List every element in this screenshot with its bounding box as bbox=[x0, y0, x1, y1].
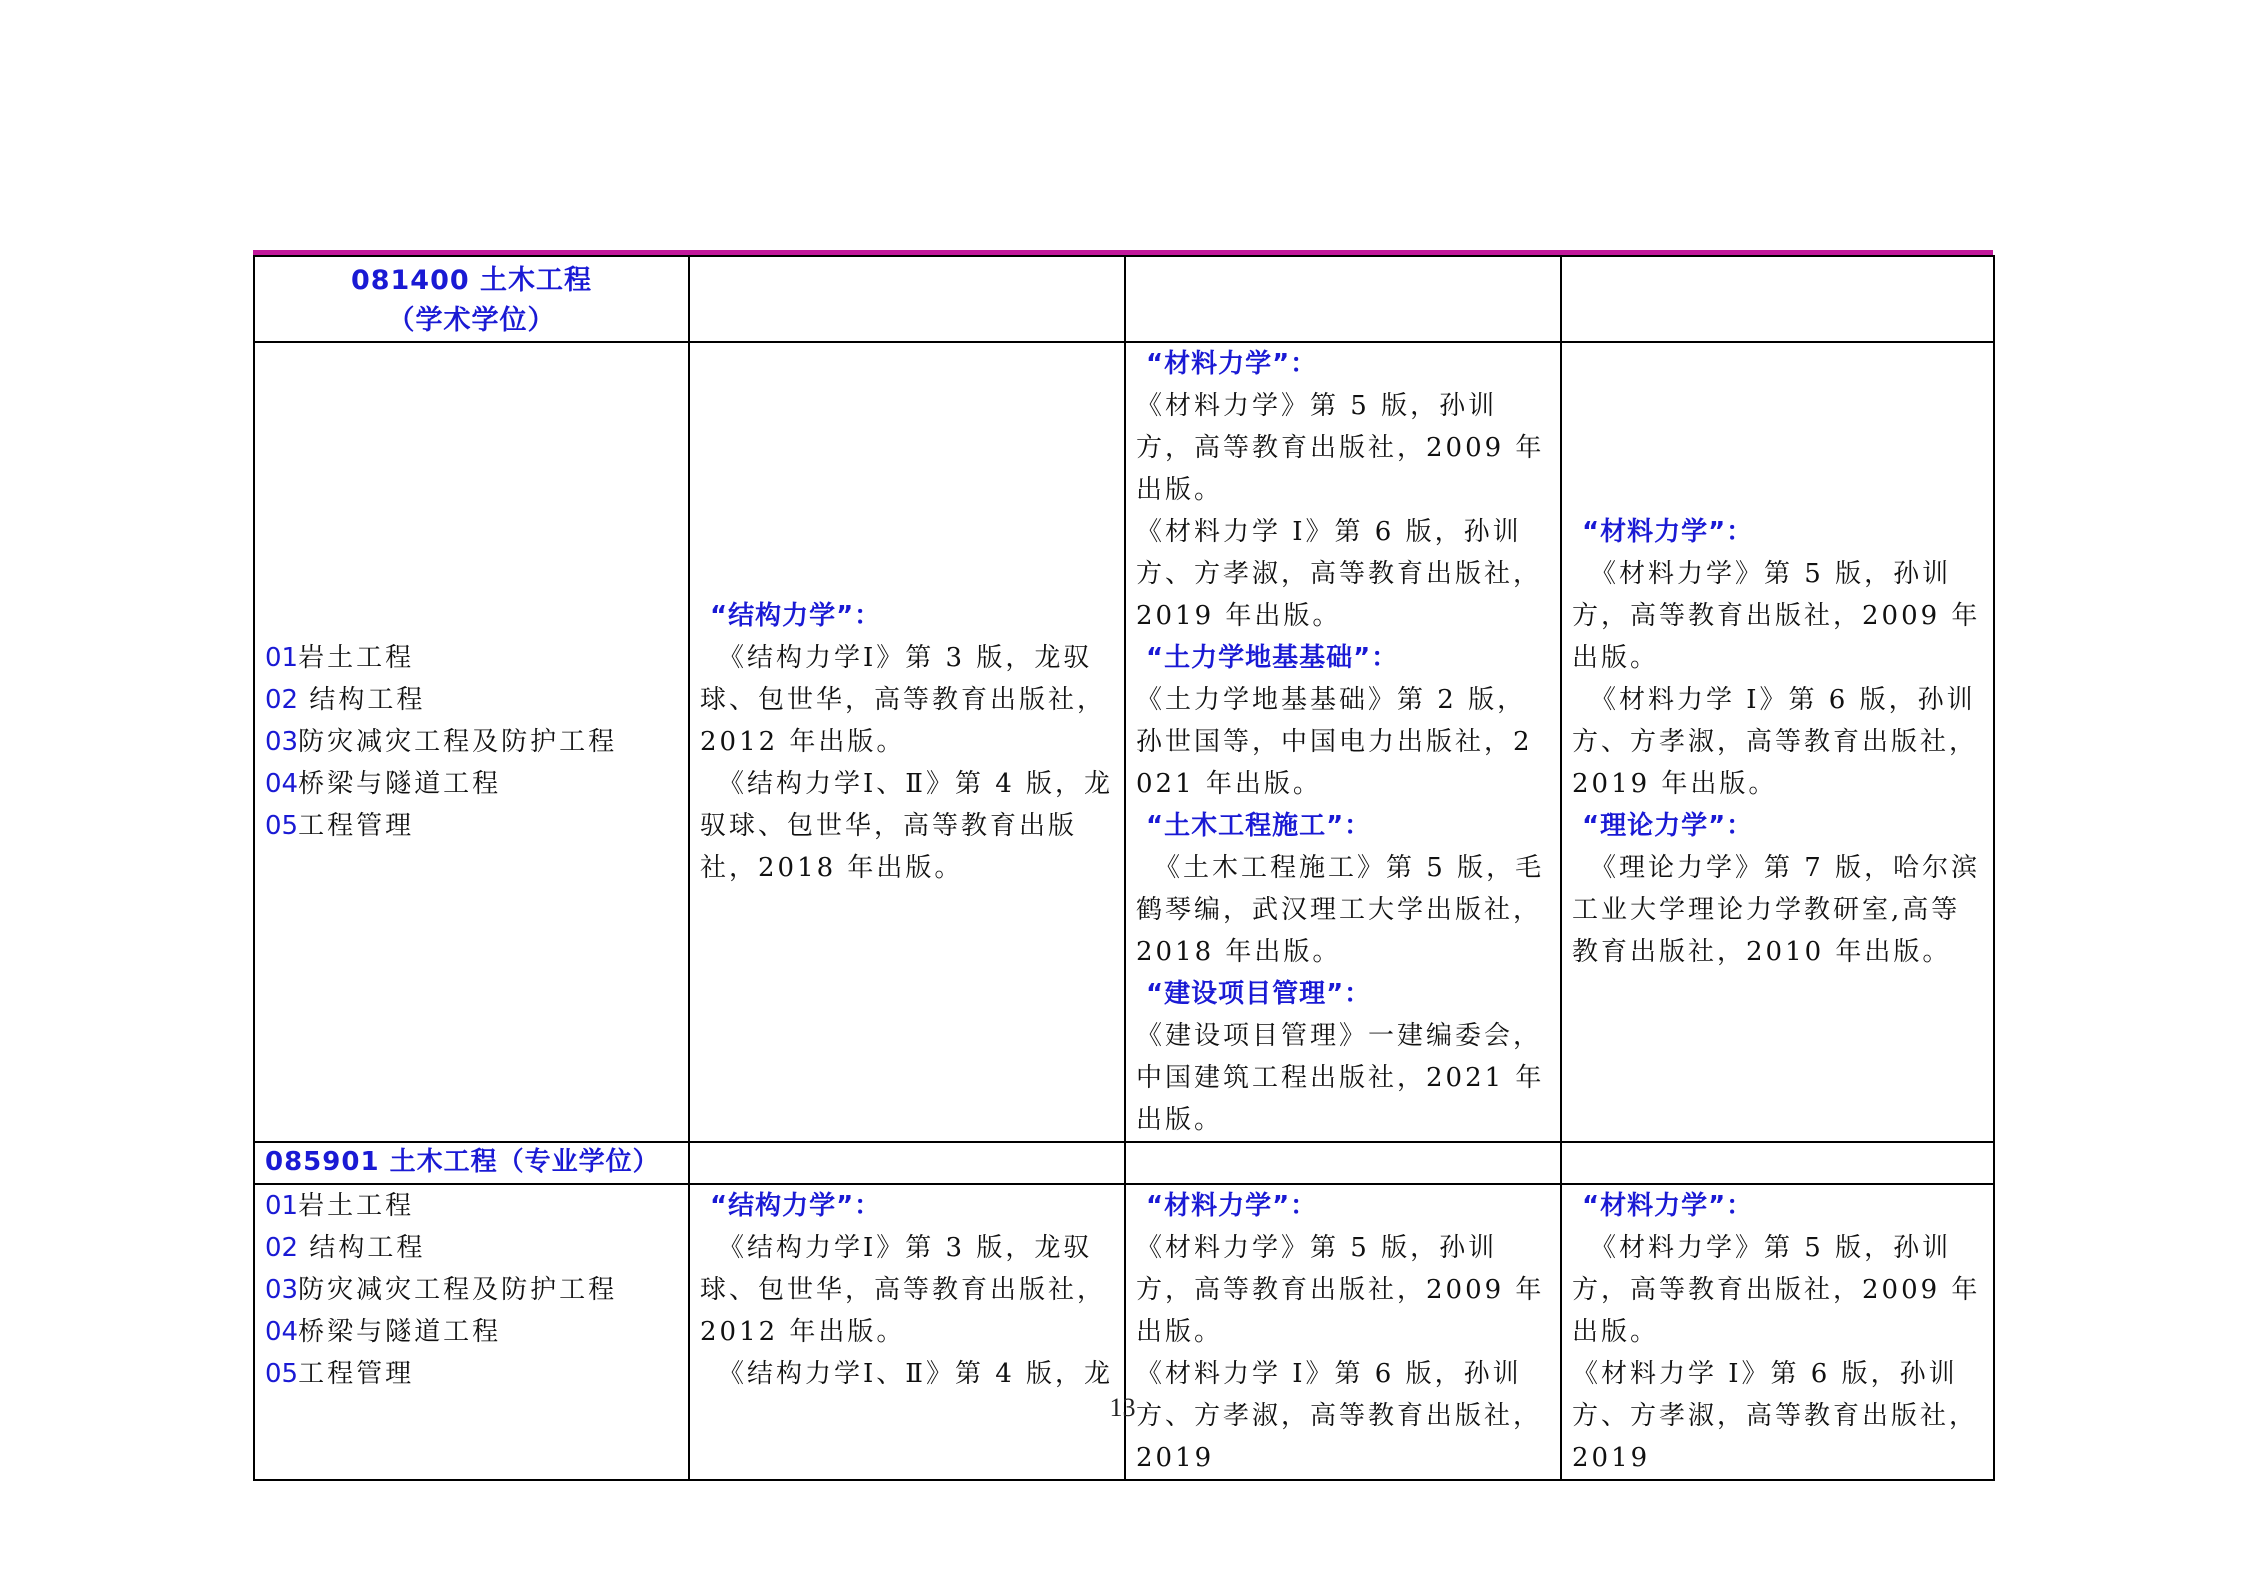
direction-item: 01岩土工程 bbox=[265, 1191, 415, 1221]
ref-subject-title: “材料力学”： bbox=[1582, 1191, 1754, 1221]
empty-cell bbox=[1561, 256, 1994, 342]
page-number: 13 bbox=[1109, 1393, 1136, 1422]
ref-subject-title: “土力学地基基础”： bbox=[1146, 643, 1399, 673]
empty-cell bbox=[1125, 1142, 1561, 1184]
ref-book: 《材料力学 I》第 6 版，孙训方、方孝淑，高等教育出版社，2019 bbox=[1572, 1359, 1979, 1473]
exam-table-wrapper bbox=[253, 250, 1993, 1481]
ref-book: 《材料力学》第 5 版，孙训方，高等教育出版社，2009 年出版。 bbox=[1136, 391, 1545, 505]
direction-item: 05工程管理 bbox=[265, 1359, 415, 1389]
ref-book: 《土木工程施工》第 5 版，毛鹤琴编，武汉理工大学出版社，2018 年出版。 bbox=[1136, 853, 1545, 967]
ref-subject-title: “材料力学”： bbox=[1146, 349, 1318, 379]
ref-subject-title: “材料力学”： bbox=[1582, 517, 1754, 547]
ref-subject-title: “结构力学”： bbox=[710, 601, 882, 631]
degree-type: （学术学位） bbox=[387, 305, 556, 336]
major-header-cell bbox=[254, 256, 689, 342]
empty-cell bbox=[1125, 256, 1561, 342]
subject-two-refs-cell bbox=[689, 342, 1125, 1142]
ref-book: 《材料力学》第 5 版，孙训方，高等教育出版社，2009 年出版。 bbox=[1136, 1233, 1545, 1347]
ref-subject-title: “结构力学”： bbox=[710, 1191, 882, 1221]
ref-book: 《结构力学Ⅰ》第 3 版，龙驭球、包世华，高等教育出版社，2012 年出版。 bbox=[700, 643, 1107, 757]
empty-cell bbox=[689, 1142, 1125, 1184]
major-code-name: 081400 土木工程 bbox=[350, 265, 593, 296]
ref-book: 《材料力学 I》第 6 版，孙训方、方孝淑，高等教育出版社，2019 年出版。 bbox=[1572, 685, 1979, 799]
direction-item: 03防灾减灾工程及防护工程 bbox=[265, 727, 618, 757]
ref-book: 《建设项目管理》一建编委会，中国建筑工程出版社，2021 年出版。 bbox=[1136, 1021, 1545, 1135]
ref-book: 《理论力学》第 7 版，哈尔滨工业大学理论力学教研室,高等教育出版社，2010 年出版。 bbox=[1572, 853, 1981, 967]
direction-item: 04桥梁与隧道工程 bbox=[265, 769, 502, 799]
ref-subject-title: “理论力学”： bbox=[1582, 811, 1754, 841]
ref-book: 《材料力学》第 5 版，孙训方，高等教育出版社，2009 年出版。 bbox=[1572, 559, 1981, 673]
empty-cell bbox=[1561, 1142, 1994, 1184]
subject-four-refs-cell bbox=[1561, 1184, 1994, 1480]
ref-book: 《土力学地基基础》第 2 版，孙世国等，中国电力出版社，2021 年出版。 bbox=[1136, 685, 1533, 799]
ref-book: 《材料力学》第 5 版，孙训方，高等教育出版社，2009 年出版。 bbox=[1572, 1233, 1981, 1347]
ref-book: 《材料力学 I》第 6 版，孙训方、方孝淑，高等教育出版社，2019 bbox=[1136, 1359, 1543, 1473]
directions-cell bbox=[254, 1184, 689, 1480]
ref-book: 《结构力学Ⅰ》第 3 版，龙驭球、包世华，高等教育出版社，2012 年出版。 bbox=[700, 1233, 1107, 1347]
table-row bbox=[254, 1184, 1994, 1480]
major-header-cell bbox=[254, 1142, 689, 1184]
table-row bbox=[254, 342, 1994, 1142]
subject-three-refs-cell bbox=[1125, 1184, 1561, 1480]
directions-cell bbox=[254, 342, 689, 1142]
subject-three-refs-cell bbox=[1125, 342, 1561, 1142]
ref-book: 《材料力学 I》第 6 版，孙训方、方孝淑，高等教育出版社，2019 年出版。 bbox=[1136, 517, 1543, 631]
direction-item: 03防灾减灾工程及防护工程 bbox=[265, 1275, 618, 1305]
direction-item: 01岩土工程 bbox=[265, 643, 415, 673]
table-row bbox=[254, 256, 1994, 342]
major-code-name: 085901 土木工程（专业学位） bbox=[265, 1147, 660, 1177]
subject-four-refs-cell bbox=[1561, 342, 1994, 1142]
ref-book: 《结构力学Ⅰ、Ⅱ》第 4 版，龙 bbox=[718, 1359, 1114, 1389]
direction-item: 04桥梁与隧道工程 bbox=[265, 1317, 502, 1347]
ref-subject-title: “材料力学”： bbox=[1146, 1191, 1318, 1221]
direction-item: 02 结构工程 bbox=[265, 1233, 426, 1263]
reference-book-table bbox=[253, 255, 1995, 1481]
subject-two-refs-cell bbox=[689, 1184, 1125, 1480]
empty-cell bbox=[689, 256, 1125, 342]
direction-item: 02 结构工程 bbox=[265, 685, 426, 715]
table-row bbox=[254, 1142, 1994, 1184]
ref-subject-title: “土木工程施工”： bbox=[1146, 811, 1372, 841]
ref-subject-title: “建设项目管理”： bbox=[1146, 979, 1372, 1009]
direction-item: 05工程管理 bbox=[265, 811, 415, 841]
ref-book: 《结构力学Ⅰ、Ⅱ》第 4 版，龙驭球、包世华，高等教育出版社，2018 年出版。 bbox=[700, 769, 1114, 883]
